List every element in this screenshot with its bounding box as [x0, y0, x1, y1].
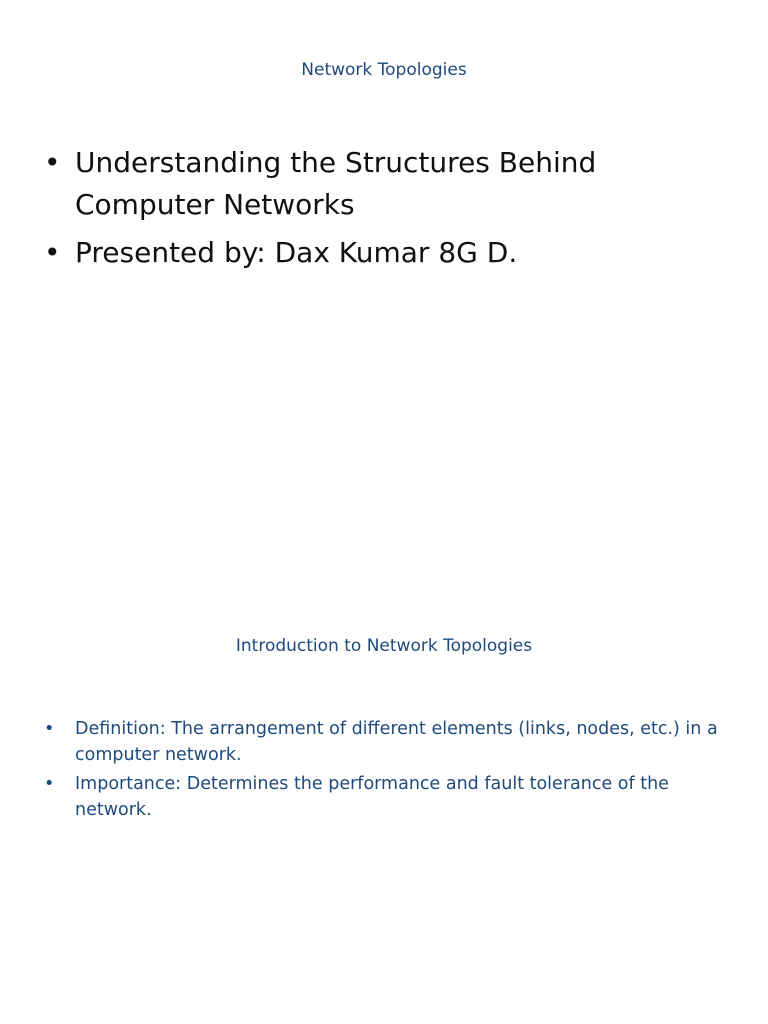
bullet-icon: •	[44, 236, 61, 269]
bullet-text: Definition: The arrangement of different elements (links, nodes, etc.) in a computer network.	[75, 719, 718, 765]
slide-2-title: Introduction to Network Topologies	[235, 636, 533, 656]
slide-2	[0, 512, 768, 1024]
slide-1-bullet-list	[44, 142, 684, 280]
slide-2-bullet-item	[44, 771, 724, 823]
slide-2-bullet-list	[44, 716, 724, 826]
bullet-text: Understanding the Structures Behind Computer Networks	[75, 146, 597, 221]
slide-2-bullet-item	[44, 716, 724, 768]
slide-1-title: Network Topologies	[301, 60, 467, 80]
bullet-icon: •	[44, 719, 55, 739]
bullet-icon: •	[44, 146, 61, 179]
bullet-icon: •	[44, 774, 55, 794]
bullet-text: Presented by: Dax Kumar 8G D.	[75, 236, 518, 269]
slide-1-bullet-item	[44, 142, 684, 226]
slide-1-bullet-item	[44, 232, 684, 274]
bullet-text: Importance: Determines the performance and fault tolerance of the network.	[75, 774, 669, 820]
